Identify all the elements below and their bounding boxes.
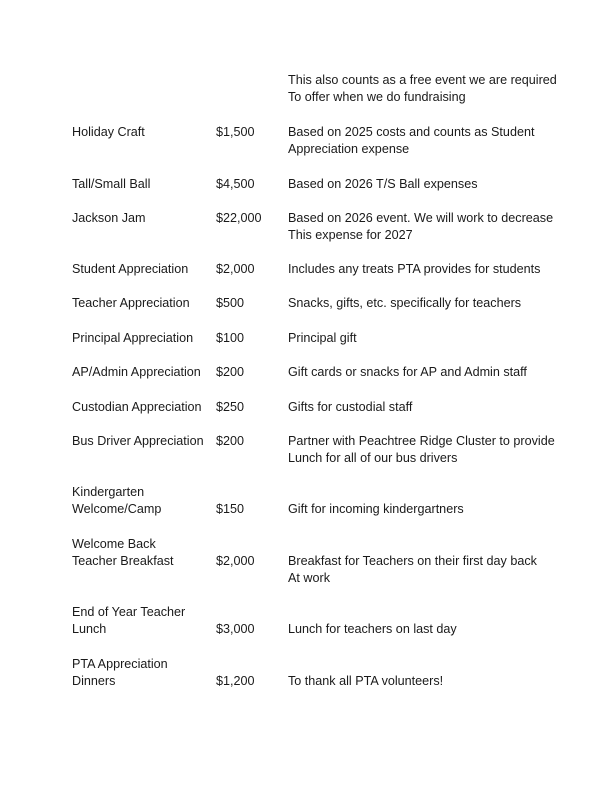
item-name-line: Holiday Craft [72, 125, 145, 139]
item-name-line: Teacher Appreciation [72, 296, 190, 310]
description-line: Gifts for custodial staff [288, 400, 413, 414]
description-line: Partner with Peachtree Ridge Cluster to provide [288, 434, 555, 448]
item-description [288, 673, 588, 690]
item-cost: $100 [216, 331, 245, 345]
item-description [288, 553, 588, 587]
item-cost: $1,500 [216, 125, 255, 139]
item-name [72, 124, 222, 141]
item-name-line: Jackson Jam [72, 211, 146, 225]
item-cost: $200 [216, 434, 245, 448]
item-name-line: Bus Driver Appreciation [72, 434, 204, 448]
description-line: Breakfast for Teachers on their first day back [288, 554, 537, 568]
description-line: Principal gift [288, 331, 357, 345]
item-name-line: PTA Appreciation [72, 657, 168, 671]
intro-line: To offer when we do fundraising [288, 90, 466, 105]
item-name [72, 261, 222, 278]
intro-line: This also counts as a free event we are required [288, 73, 557, 87]
description-line: Lunch for teachers on last day [288, 622, 457, 636]
description-line: This expense for 2027 [288, 228, 413, 243]
description-line: Based on 2026 event. We will work to decrease [288, 211, 554, 225]
item-name-line: Welcome Back [72, 537, 156, 551]
item-name [72, 330, 222, 347]
item-cost: $200 [216, 365, 245, 379]
item-name [72, 433, 222, 450]
item-cost: $250 [216, 400, 245, 414]
item-description [288, 330, 588, 347]
description-line: Appreciation expense [288, 142, 410, 157]
description-line: Includes any treats PTA provides for students [288, 262, 541, 276]
description-line: Lunch for all of our bus drivers [288, 451, 458, 466]
item-name-line: Kindergarten [72, 485, 145, 499]
item-name-line: AP/Admin Appreciation [72, 365, 201, 379]
item-name [72, 656, 222, 690]
item-description [288, 261, 588, 278]
item-name [72, 604, 222, 638]
item-name-line: Principal Appreciation [72, 331, 194, 345]
item-description [288, 210, 588, 244]
item-name [72, 295, 222, 312]
item-description [288, 621, 588, 638]
item-name [72, 210, 222, 227]
item-description [288, 501, 588, 518]
item-name-line: Welcome/Camp [72, 502, 162, 517]
description-line: Gift cards or snacks for AP and Admin staff [288, 365, 527, 379]
item-name-line: Dinners [72, 674, 116, 689]
item-cost: $3,000 [216, 622, 255, 636]
item-cost: $2,000 [216, 554, 255, 568]
item-name-line: Teacher Breakfast [72, 554, 174, 569]
description-line: To thank all PTA volunteers! [288, 674, 444, 688]
item-name-line: End of Year Teacher [72, 605, 186, 619]
item-name [72, 364, 222, 381]
item-description [288, 295, 588, 312]
item-description [288, 124, 588, 158]
item-name-line: Custodian Appreciation [72, 400, 202, 414]
item-name [72, 484, 222, 518]
description-line: Snacks, gifts, etc. specifically for teachers [288, 296, 522, 310]
item-description [288, 433, 588, 467]
item-cost: $22,000 [216, 211, 262, 225]
item-description [288, 364, 588, 381]
item-cost: $4,500 [216, 177, 255, 191]
item-description [288, 399, 588, 416]
item-name [72, 399, 222, 416]
item-cost: $2,000 [216, 262, 255, 276]
item-name-line: Lunch [72, 622, 107, 637]
item-cost: $500 [216, 296, 245, 310]
item-name-line: Tall/Small Ball [72, 177, 151, 191]
description-line: Gift for incoming kindergartners [288, 502, 464, 516]
description-line: At work [288, 571, 330, 586]
item-cost: $150 [216, 502, 245, 516]
description-line: Based on 2025 costs and counts as Student [288, 125, 535, 139]
intro-note [288, 72, 588, 106]
description-line: Based on 2026 T/S Ball expenses [288, 177, 478, 191]
item-name [72, 176, 222, 193]
item-name-line: Student Appreciation [72, 262, 189, 276]
item-name [72, 536, 222, 570]
item-description [288, 176, 588, 193]
item-cost: $1,200 [216, 674, 255, 688]
